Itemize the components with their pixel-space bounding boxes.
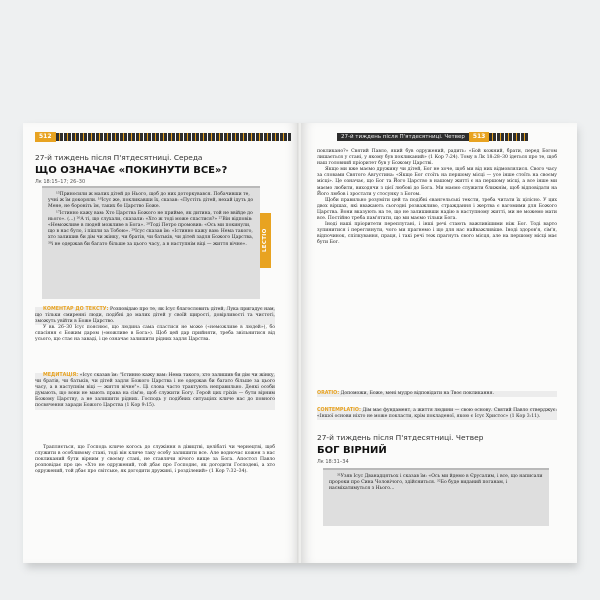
oratio-section [317,391,557,397]
contemplatio-section [317,408,557,420]
right-paragraph-3: Щоби правильно розуміти цей та подібні євангельські тексти, треба читати їх цілісно. У цих двох віршах, які вважають сьогодні розважливо, страждання і жертва є вагомими для Божого Царства. Вони вказують на те, що не залишивши надію в наступному житті, ми не можемо мати все. Постійно треба пам'ятати, що ми маємо тільки Бога. [317,197,557,222]
right-page [301,123,577,563]
contemplatio-label: CONTEMPLATIO: [317,408,361,413]
commentary-text-2: У вв. 26–30 Ісус пояснює, що людина сама спастися не може («неможливе в людей»), бо спасіння є Божим даром («можливе в Бога»). Щоб цей дар прийняти, треба звільнитися від усього, що стає на заваді, і це означає залишити рідних задля Царства. [35,325,275,343]
left-scripture-quote [42,186,260,299]
left-week-line: 27-й тиждень після П'ятдесятниці. Середа [35,153,203,162]
right-week-line: 27-й тиждень після П'ятдесятниці. Четвер [317,433,484,442]
left-reference: Лк 18:15–17; 26–30 [35,179,86,185]
quote-paragraph: ³¹Узяв Ісус Дванадцятьох і сказав їм: «Ось ми йдемо в Єрусалим, і все, що написали пророки про Сина Чоловічого, здійсниться. ³²Бо буде виданий поганам, і насміхатимуться з Нього... [329,474,543,492]
ornament-band [489,133,529,141]
meditatio-section [35,373,275,410]
ornament-band [56,133,291,141]
meditatio-label: МЕДИТАЦІЯ: [43,373,79,378]
lectio-tab: LECTIO [260,213,271,268]
right-reference: Лк 18:31–34 [317,459,349,465]
left-paragraph [35,445,275,475]
meditatio-text: «Ісус сказав їм: "Істинно кажу вам: Нема такого, хто залишив би дім чи жінку, чи братів, чи батьків, чи дітей задля Божого Царства і не одержав би багато більше за цього часу, а в наступнім віці — життя вічне"». Ці слова часто трактують неправильно. Деякі особи думають, що вони не мають права на сім'ю, щоб служити Богу. Герой цих гріхів — бути вірним Божому Царству, а не залишити рідних. Господь у подібних ситуаціях кличе нас до повного посвячення заради Божого Царства (1 Кор 9:15). [35,373,275,409]
left-title: ЩО ОЗНАЧАЄ «ПОКИНУТИ ВСЕ»? [35,165,228,176]
oratio-text: Допоможи, Боже, мені мудро відповідати на Твоє покликання. [340,391,494,396]
quote-paragraph: ¹⁵Приносили ж малих дітей до Нього, щоб до них доторкувався. Побачивши те, учні ж їм докоряли. ¹⁶Ісус же, покликавши їх, сказав: «Пустіть дітей, нехай ідуть до Мене, не бороніть їм, таких бо Царство Боже. [48,192,254,210]
contemplatio-text: Дім має фундамент, а життя людини — свою основу. Святий Павло стверджує: «Іншої основи ніхто не може покласти, крім покладеної, якою є Ісус Христос» (1 Кор 3:11). [317,408,557,420]
right-page-number: 513 [469,132,490,142]
right-scripture-quote [323,468,549,526]
commentary-label: КОМЕНТАР ДО ТЕКСТУ: [43,307,109,312]
right-header-text: 27-й тиждень після П'ятдесятниці. Четвер [337,133,469,141]
commentary-section [35,307,275,344]
right-paragraph-2: Якщо ми вже маємо дружину чи дітей, Бог не хоче, щоб ми від них відмовлялися. Свого часу за словами Святого Августина: «Якщо Бог стоїть на першому місці — усе інше стоїть на своєму місці». Це означає, що Бог та Його Царство в нашому житті є на першому місці, а все інше ми маємо любити, виходячи з цієї любові до Бога. Ми маємо служити ближнім, щоб відповідати на Його любов і зростати у стосунку з Богом. [317,167,557,197]
right-paragraph-4: Іноді наші пріоритети переплутані, і інші речі стають важливішими ніж Бог. Тоді варто зупинитися і переглянути, чого ми прагнемо і що для нас найважливіше. Іноді здоров'я, сім'я, відпочинок, спілкування, праця, і такі речі теж прагнуть свого місця, але на першому місці має бути Бог. [317,222,557,246]
right-title: БОГ ВІРНИЙ [317,445,387,456]
commentary-text: Розповідаю про те, як Ісус благословить дітей, Лука пригадує нам, що тільки смиренні люди, подібні до малих дітей у своїй щирості, довірливості та чистоті, зможуть увійти в Боже Царство. [35,307,275,325]
quote-paragraph: ¹⁷Істинно кажу вам: Хто Царства Божого не прийме, як дитина, той не ввійде до нього». (...) ²⁶А ті, що слухали, сказали: «Хто ж тоді може спастися?» ²⁷Він відповів: «Неможливе в людей можливе в Бога». ²⁸Тоді Петро промовив: «Ось ми покинули, що в нас було, і пішли за Тобою». ²⁹Ісус сказав їм: «Істинно кажу вам: Нема такого, хто залишив би дім чи жінку, чи братів, чи батьків, чи дітей задля Божого Царства, ³⁰і не одержав би багато більше за цього часу, а в наступнім віці — життя вічне». [48,210,254,247]
left-paragraph-text: Трапляється, що Господь кличе когось до служіння в дівицтві, целібаті чи чернецтві, щоб служити в особливому стані, тоді він кличе таку особу залишити все. Але водночас кожен з нас покликаний бути вірним у своєму стані, не ставлячи нічого вище за Бога. Апостол Павло розповідає про це: «Хто не одружений, той дбає про Господнє, як догодити Господеві, а хто одружений, той дбає про світське, як догодити дружині, і розділений» (1 Кор 7:32–34). [35,445,275,475]
left-page [23,123,299,563]
oratio-label: ORATIO: [317,391,340,396]
open-book [23,123,577,563]
left-page-header [35,132,291,142]
right-paragraph-1: покликано?» Святий Павло, який був одружений, радить: «Бой кожний, брати, перед Богом лишається у стані, у якому був покликаний» (1 Кор 7:24). Тому в Лк 18:28–30 ідеться про те, щоб наш головний пріоритет був у Божому Царстві. [317,149,557,167]
right-page-header [337,132,529,142]
right-paragraph [317,149,557,247]
left-page-number: 512 [35,132,56,142]
